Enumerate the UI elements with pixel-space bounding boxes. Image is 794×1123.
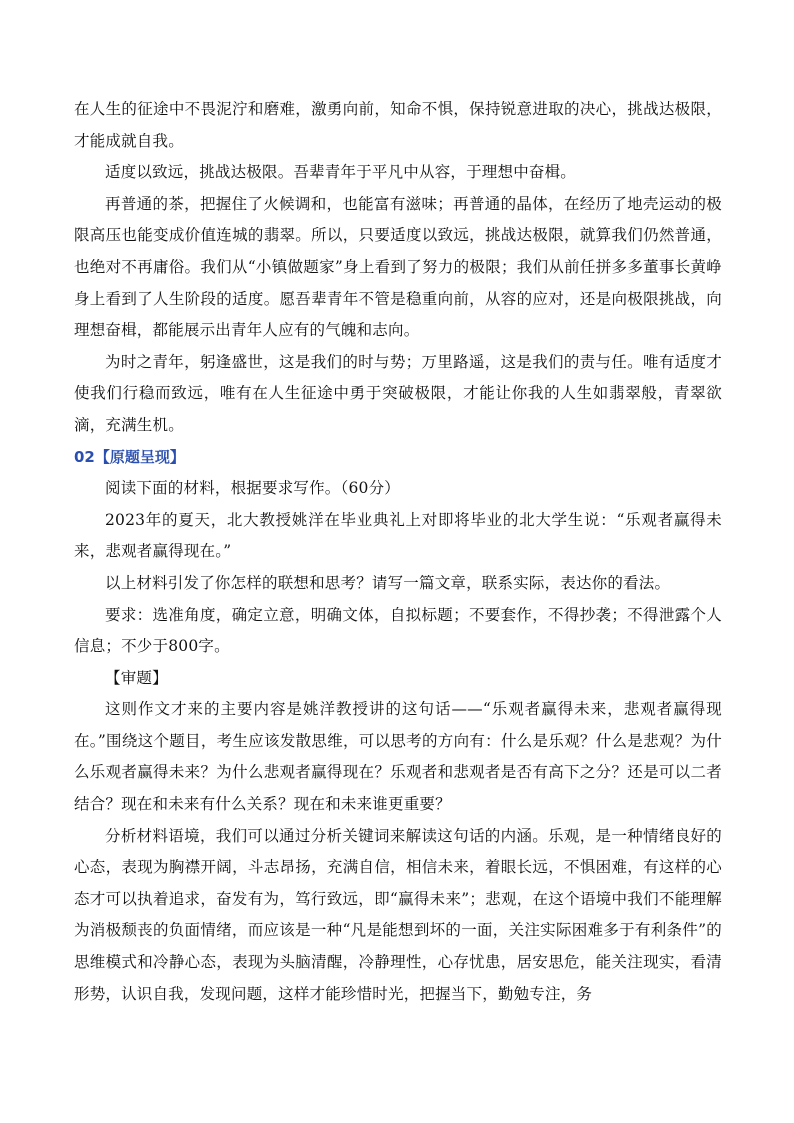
paragraph-7: 以上材料引发了你怎样的联想和思考？请写一篇文章，联系实际，表达你的看法。	[105, 573, 671, 592]
paragraph-4: 为时之青年，躬逢盛世，这是我们的时与势；万里路遥，这是我们的责与任。唯有适度才使我们行稳而致远，唯有在人生征途中勇于突破极限，才能让你我的人生如翡翠般，青翠欲滴，充满生机。	[74, 352, 722, 434]
paragraph-6: 2023年的夏天，北大教授姚洋在毕业典礼上对即将毕业的北大学生说：“乐观者赢得未来，悲观者赢得现在。”	[74, 510, 722, 561]
paragraph-1: 在人生的征途中不畏泥泞和磨难，激勇向前，知命不惧，保持锐意进取的决心，挑战达极限，才能成就自我。	[74, 100, 722, 150]
paragraph-11: 分析材料语境，我们可以通过分析关键词来解读这句话的内涵。乐观，是一种情绪良好的心态，表现为胸襟开阔，斗志昂扬，充满自信，相信未来，着眼长远，不惧困难，有这样的心态才可以执着追求，奋发有为，笃行致远，即“赢得未来”；悲观，在这个语境中我们不能理解为消极颓丧的负面情绪，而应该是一种“凡是能想到坏的一面，关注实际困难多于有利条件”的思维模式和冷静心态，表现为头脑清醒，冷静理性，心存忧患，居安思危，能关注现实，看清形势，认识自我，发现问题，这样才能珍惜时光，把握当下，勤勉专注，务	[74, 826, 722, 1003]
document-page	[74, 94, 722, 1010]
paragraph-2: 适度以致远，挑战达极限。吾辈青年于平凡中从容，于理想中奋楫。	[105, 163, 577, 182]
paragraph-5: 阅读下面的材料，根据要求写作。（60分）	[105, 479, 400, 498]
paragraph-3: 再普通的茶，把握住了火候调和，也能富有滋味；再普通的晶体，在经历了地壳运动的极限高压也能变成价值连城的翡翠。所以，只要适度以致远，挑战达极限，就算我们仍然普通，也绝对不再庸俗。我们从“小镇做题家”身上看到了努力的极限；我们从前任拼多多董事长黄峥身上看到了人生阶段的适度。愿吾辈青年不管是稳重向前，从容的应对，还是向极限挑战，向理想奋楫，都能展示出青年人应有的气魄和志向。	[74, 194, 722, 340]
paragraph-10: 这则作文才来的主要内容是姚洋教授讲的这句话——“乐观者赢得未来，悲观者赢得现在。”围绕这个题目，考生应该发散思维，可以思考的方向有：什么是乐观？什么是悲观？为什么乐观者赢得未来？为什么悲观者赢得现在？乐观者和悲观者是否有高下之分？还是可以二者结合？现在和未来有什么关系？现在和未来谁更重要？	[74, 700, 722, 814]
review-heading: 【审题】	[105, 668, 168, 687]
section-title: 02【原题呈现】	[74, 447, 185, 466]
paragraph-8: 要求：选准角度，确定立意，明确文体，自拟标题；不要套作，不得抄袭；不得泄露个人信息；不少于800字。	[74, 605, 722, 656]
